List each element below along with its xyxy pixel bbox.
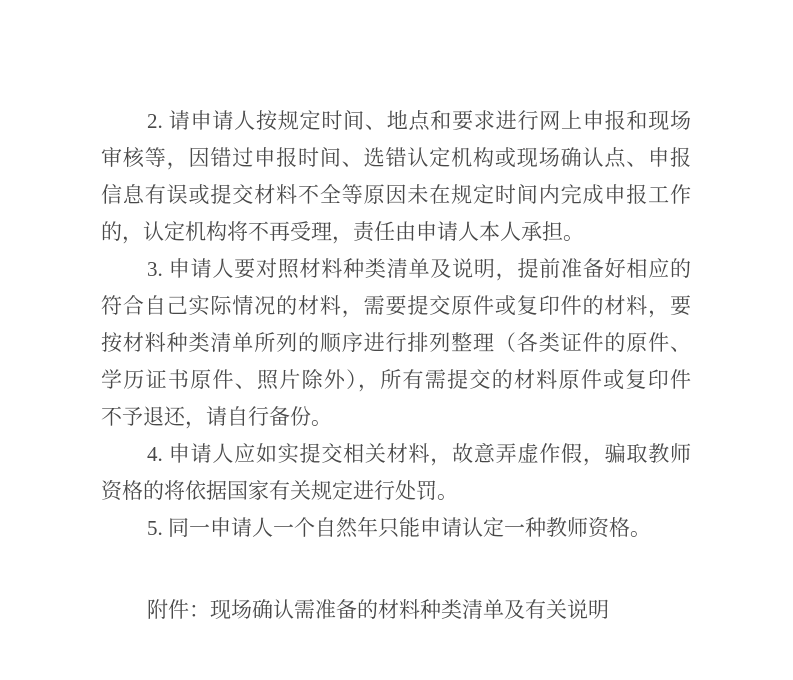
text-line: 5. 同一申请人一个自然年只能申请认定一种教师资格。 (147, 516, 651, 540)
text-line: 信息有误或提交材料不全等原因未在规定时间内完成申报工作 (101, 183, 691, 207)
document-body (101, 103, 691, 629)
text-line: 2. 请申请人按规定时间、地点和要求进行网上申报和现场 (147, 109, 691, 133)
paragraph-item-4 (101, 436, 691, 510)
text-line: 的，认定机构将不再受理，责任由申请人本人承担。 (101, 220, 584, 244)
text-line: 3. 申请人要对照材料种类清单及说明，提前准备好相应的 (147, 257, 691, 281)
text-line: 资格的将依据国家有关规定进行处罚。 (101, 479, 458, 503)
text-line: 不予退还，请自行备份。 (101, 405, 332, 429)
paragraph-item-2 (101, 103, 691, 251)
text-line: 按材料种类清单所列的顺序进行排列整理（各类证件的原件、 (101, 331, 691, 355)
text-line: 4. 申请人应如实提交相关材料，故意弄虚作假，骗取教师 (147, 442, 691, 466)
text-line: 符合自己实际情况的材料，需要提交原件或复印件的材料，要 (101, 294, 691, 318)
attachment-line: 附件：现场确认需准备的材料种类清单及有关说明 (147, 598, 609, 622)
paragraph-item-5 (101, 510, 691, 547)
text-line: 学历证书原件、照片除外），所有需提交的材料原件或复印件 (101, 368, 691, 392)
blank-line-spacer (101, 547, 691, 592)
text-line: 审核等，因错过申报时间、选错认定机构或现场确认点、申报 (101, 146, 691, 170)
paragraph-item-3 (101, 251, 691, 436)
